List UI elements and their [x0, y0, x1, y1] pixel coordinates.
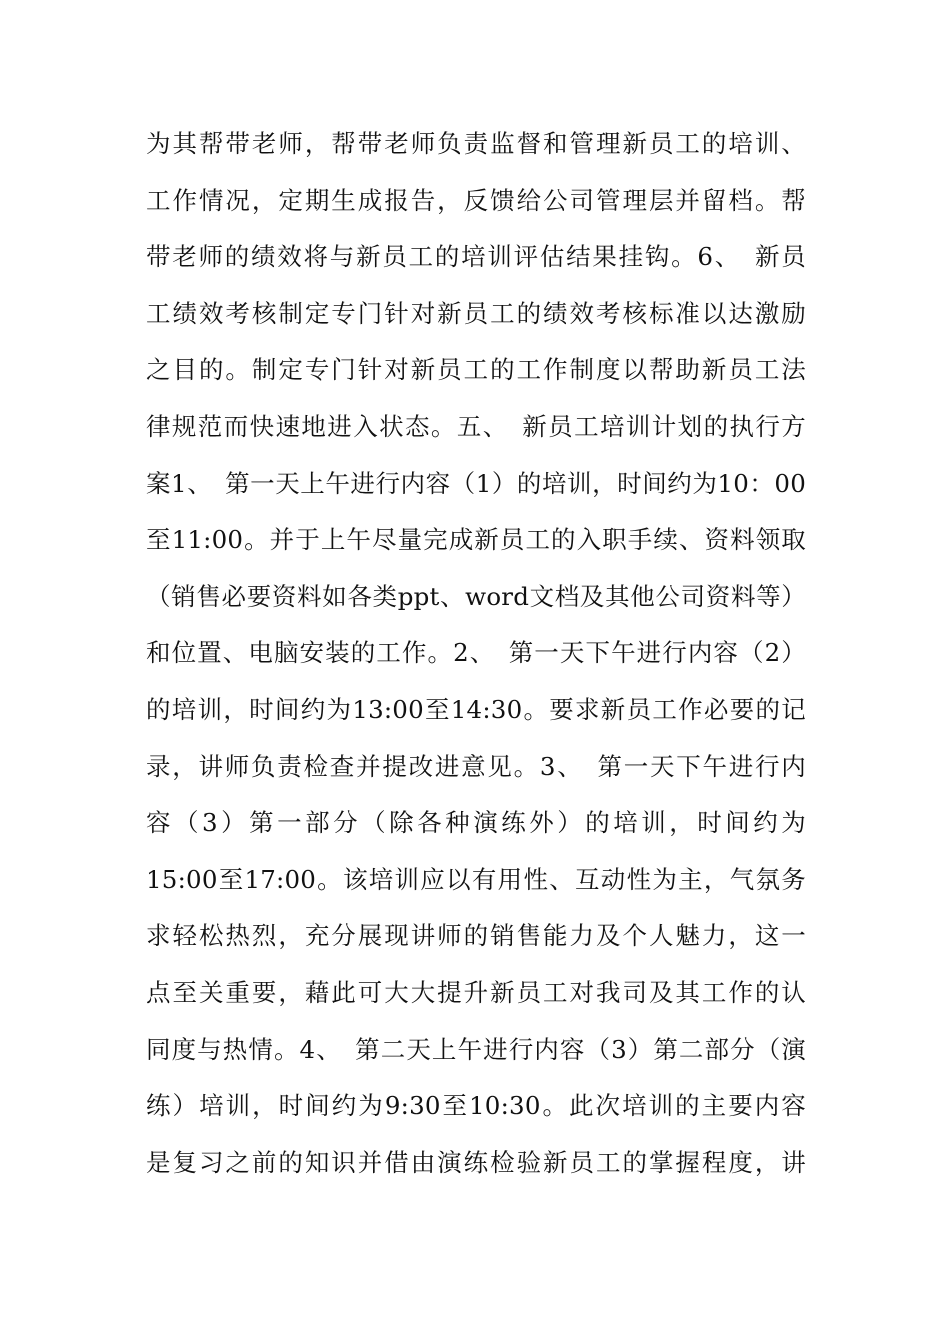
text-line: 案1、 第一天上午进行内容（1）的培训，时间约为10：00: [146, 468, 806, 498]
text-line: 是复习之前的知识并借由演练检验新员工的掌握程度，讲: [146, 1147, 806, 1177]
body-text: [146, 130, 806, 1205]
text-line: 同度与热情。4、 第二天上午进行内容（3）第二部分（演: [146, 1034, 806, 1064]
text-line: 为其帮带老师，帮带老师负责监督和管理新员工的培训、: [146, 129, 806, 158]
text-line: 的培训，时间约为13:00至14:30。要求新员工作必要的记: [146, 694, 806, 724]
text-line: 工作情况，定期生成报告，反馈给公司管理层并留档。帮: [146, 185, 806, 215]
text-line: 录，讲师负责检查并提改进意见。3、 第一天下午进行内: [146, 751, 806, 781]
text-line: 带老师的绩效将与新员工的培训评估结果挂钩。6、 新员: [146, 242, 806, 272]
text-line: 工绩效考核制定专门针对新员工的绩效考核标准以达激励: [146, 298, 806, 328]
text-line: 至11:00。并于上午尽量完成新员工的入职手续、资料领取: [146, 525, 806, 555]
text-line: 和位置、电脑安装的工作。2、 第一天下午进行内容（2）: [146, 638, 806, 668]
text-line: 之目的。制定专门针对新员工的工作制度以帮助新员工法: [146, 355, 806, 385]
text-line: 求轻松热烈，充分展现讲师的销售能力及个人魅力，这一: [146, 921, 806, 951]
text-line: （销售必要资料如各类ppt、word文档及其他公司资料等）: [146, 581, 806, 611]
text-line: 15:00至17:00。该培训应以有用性、互动性为主，气氛务: [146, 864, 806, 894]
text-line: 律规范而快速地进入状态。五、 新员工培训计划的执行方: [146, 411, 806, 441]
text-line: 点至关重要，藉此可大大提升新员工对我司及其工作的认: [146, 977, 806, 1007]
text-line: 练）培训，时间约为9:30至10:30。此次培训的主要内容: [146, 1091, 806, 1121]
text-line: 容（3）第一部分（除各种演练外）的培训，时间约为: [146, 808, 806, 838]
